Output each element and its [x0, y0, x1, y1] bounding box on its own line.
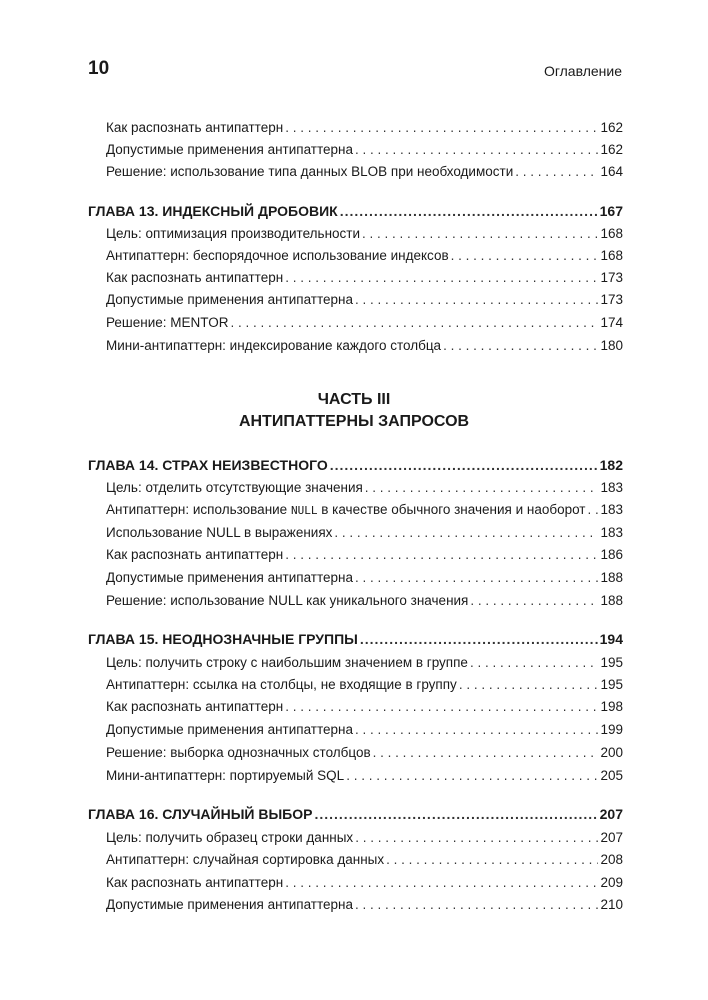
dot-leader: [386, 851, 598, 869]
toc-entry[interactable]: [106, 501, 623, 520]
toc-entry-page: 168: [600, 226, 623, 241]
toc-entry-page: 173: [600, 292, 623, 307]
toc-chapter-16[interactable]: [88, 805, 623, 823]
toc-chapter-14[interactable]: [88, 456, 623, 474]
toc-chapter-15[interactable]: [88, 630, 623, 648]
toc-entry-page: 209: [600, 875, 623, 890]
toc-entry-title: Решение: MENTOR: [106, 315, 229, 330]
toc-entry[interactable]: [106, 874, 623, 892]
toc-entry-page: 183: [600, 525, 623, 540]
toc-entry[interactable]: [106, 698, 623, 716]
running-header: Оглавление: [543, 63, 622, 79]
dot-leader: [285, 119, 598, 137]
toc-entry-title: Цель: отделить отсутствующие значения: [106, 480, 363, 495]
toc-entry[interactable]: [106, 163, 623, 181]
dot-leader: [285, 698, 598, 716]
dot-leader: [470, 654, 599, 672]
toc-entry-title: Как распознать антипаттерн: [106, 120, 284, 135]
dot-leader: [285, 546, 598, 564]
toc-entry-title: Допустимые применения антипаттерна: [106, 142, 354, 157]
toc-entry-title: Мини-антипаттерн: портируемый SQL: [106, 768, 345, 783]
toc-entry[interactable]: [106, 767, 623, 785]
toc-entry-page: 195: [600, 655, 623, 670]
chapter-title: ГЛАВА 16. СЛУЧАЙНЫЙ ВЫБОР: [88, 806, 313, 822]
toc-entry[interactable]: [106, 141, 623, 159]
dot-leader: [443, 337, 598, 355]
toc-entry-page: 199: [600, 722, 623, 737]
toc-entry[interactable]: [106, 851, 623, 869]
dot-leader: [355, 721, 598, 739]
toc-entry-page: 173: [600, 270, 623, 285]
page-number: 10: [88, 58, 110, 79]
toc-entry-title: Антипаттерн: беспорядочное использование индексов: [106, 248, 449, 263]
toc-entry[interactable]: [106, 314, 623, 332]
chapter-page: 194: [599, 631, 623, 647]
toc-entry[interactable]: [106, 225, 623, 243]
dot-leader: [459, 676, 599, 694]
toc-entry-title: Антипаттерн: ссылка на столбцы, не входящие в группу: [106, 677, 457, 692]
toc-entry-title: Как распознать антипаттерн: [106, 699, 284, 714]
toc-entry[interactable]: [106, 269, 623, 287]
dot-leader: [470, 592, 598, 610]
dot-leader: [360, 630, 598, 648]
chapter-title: ГЛАВА 15. НЕОДНОЗНАЧНЫЕ ГРУППЫ: [88, 631, 358, 647]
dot-leader: [515, 163, 598, 181]
dot-leader: [355, 569, 598, 587]
title-text: Антипаттерн: использование: [106, 502, 291, 517]
toc-entry[interactable]: [106, 829, 623, 847]
toc-entry[interactable]: [106, 744, 623, 762]
toc-entry-title: Решение: использование NULL как уникального значения: [106, 593, 469, 608]
dot-leader: [373, 744, 599, 762]
toc-entry-title: Допустимые применения антипаттерна: [106, 897, 354, 912]
toc-entry-title: Допустимые применения антипаттерна: [106, 722, 354, 737]
toc-entry-page: 195: [600, 677, 623, 692]
toc-entry-page: 188: [600, 593, 623, 608]
dot-leader: [340, 202, 598, 220]
dot-leader: [355, 141, 598, 159]
toc-entry-page: 164: [600, 164, 623, 179]
dot-leader: [231, 314, 599, 332]
toc-chapter-13[interactable]: [88, 202, 623, 220]
toc-entry-title: Цель: получить строку с наибольшим значением в группе: [106, 655, 468, 670]
toc-entry-page: 183: [600, 502, 623, 517]
toc-entry[interactable]: [106, 569, 623, 587]
toc-entry-page: 207: [600, 830, 623, 845]
toc-entry-page: 208: [600, 852, 623, 867]
toc-entry-title: [106, 501, 585, 520]
chapter-title: ГЛАВА 13. ИНДЕКСНЫЙ ДРОБОВИК: [88, 203, 338, 219]
toc-entry-title: Антипаттерн: случайная сортировка данных: [106, 852, 385, 867]
toc-entry-title: Цель: получить образец строки данных: [106, 830, 354, 845]
dot-leader: [285, 269, 598, 287]
toc-entry-page: 162: [600, 120, 623, 135]
part-heading-line1: ЧАСТЬ III: [317, 391, 391, 408]
toc-entry-title: Как распознать антипаттерн: [106, 875, 284, 890]
toc-entry[interactable]: [106, 592, 623, 610]
toc-entry[interactable]: [106, 721, 623, 739]
toc-entry-title: Допустимые применения антипаттерна: [106, 570, 354, 585]
toc-entry[interactable]: [106, 479, 623, 497]
toc-entry[interactable]: [106, 524, 623, 542]
dot-leader: [330, 456, 598, 474]
toc-entry-page: 188: [600, 570, 623, 585]
toc-entry-title: Цель: оптимизация производительности: [106, 226, 361, 241]
dot-leader: [285, 874, 598, 892]
dot-leader: [365, 479, 599, 497]
toc-entry[interactable]: [106, 119, 623, 137]
part-heading-line2: АНТИПАТТЕРНЫ ЗАПРОСОВ: [238, 413, 470, 430]
toc-entry-page: 210: [600, 897, 623, 912]
toc-entry-title: Мини-антипаттерн: индексирование каждого столбца: [106, 338, 442, 353]
toc-entry[interactable]: [106, 291, 623, 309]
toc-entry-page: 186: [600, 547, 623, 562]
toc-entry-title: Как распознать антипаттерн: [106, 547, 284, 562]
toc-entry-title: Решение: выборка однозначных столбцов: [106, 745, 371, 760]
dot-leader: [355, 896, 598, 914]
toc-entry[interactable]: [106, 654, 623, 672]
dot-leader: [314, 805, 597, 823]
toc-entry[interactable]: [106, 896, 623, 914]
title-text: в качестве обычного значения и наоборот: [317, 502, 586, 517]
toc-entry-page: 183: [600, 480, 623, 495]
chapter-page: 167: [599, 203, 623, 219]
dot-leader: [587, 501, 598, 519]
dot-leader: [346, 767, 598, 785]
toc-entry-page: 162: [600, 142, 623, 157]
dot-leader: [355, 829, 598, 847]
toc-entry-page: 205: [600, 768, 623, 783]
toc-entry-page: 198: [600, 699, 623, 714]
dot-leader: [451, 247, 599, 265]
toc-entry-page: 174: [600, 315, 623, 330]
chapter-page: 182: [599, 457, 623, 473]
toc-entry-title: Использование NULL в выражениях: [106, 525, 333, 540]
dot-leader: [334, 524, 598, 542]
toc-entry-title: Как распознать антипаттерн: [106, 270, 284, 285]
toc-entry-title: Решение: использование типа данных BLOB при необходимости: [106, 164, 514, 179]
toc-entry-page: 200: [600, 745, 623, 760]
chapter-title: ГЛАВА 14. СТРАХ НЕИЗВЕСТНОГО: [88, 457, 328, 473]
chapter-page: 207: [599, 806, 623, 822]
toc-entry[interactable]: [106, 676, 623, 694]
toc-entry[interactable]: [106, 247, 623, 265]
toc-entry-page: 168: [600, 248, 623, 263]
code-null: NULL: [290, 504, 318, 517]
toc-entry-page: 180: [600, 338, 623, 353]
toc-entry-title: Допустимые применения антипаттерна: [106, 292, 354, 307]
toc-entry[interactable]: [106, 337, 623, 355]
dot-leader: [362, 225, 598, 243]
dot-leader: [355, 291, 598, 309]
toc-entry[interactable]: [106, 546, 623, 564]
